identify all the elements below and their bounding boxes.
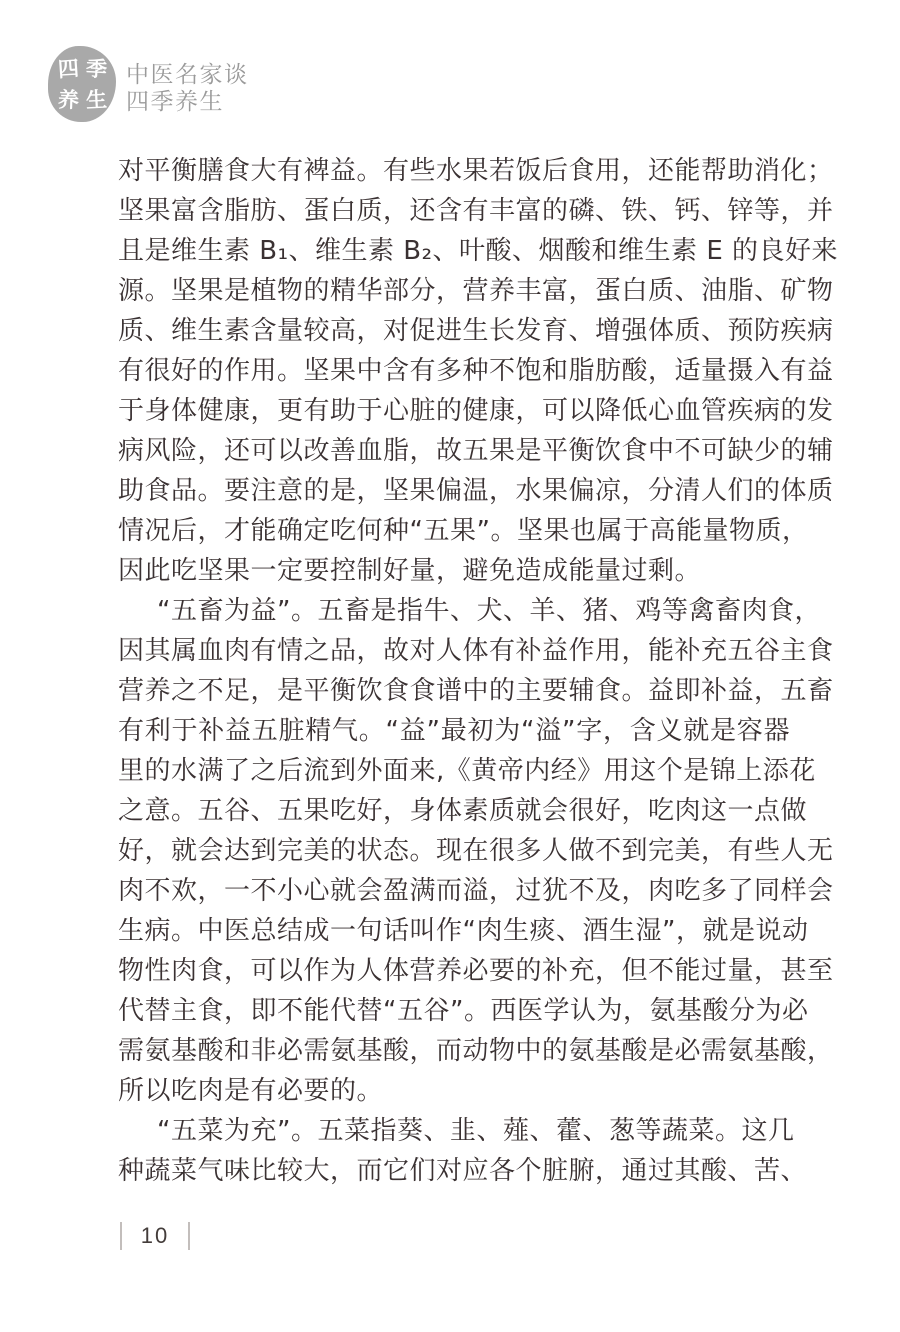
text-line: 里的水满了之后流到外面来,《黄帝内经》用这个是锦上添花: [118, 756, 816, 786]
text-line: 物性肉食，可以作为人体营养必要的补充，但不能过量，甚至: [118, 956, 834, 986]
page-footer: [120, 1220, 190, 1252]
seal-char: 养: [57, 86, 79, 113]
page-number-divider-right: [188, 1222, 190, 1250]
series-title-line1: 中医名家谈: [126, 62, 249, 88]
text-line: 所以吃肉是有必要的。: [118, 1076, 384, 1106]
page-number: 10: [140, 1223, 170, 1248]
text-line: 源。坚果是植物的精华部分，营养丰富，蛋白质、油脂、矿物: [118, 276, 834, 306]
seal-char: 生: [84, 86, 108, 113]
text-line: 肉不欢，一不小心就会盈满而溢，过犹不及，肉吃多了同样会: [118, 876, 834, 906]
text-line: 对平衡膳食大有裨益。有些水果若饭后食用，还能帮助消化；: [118, 156, 834, 186]
text-line: 有很好的作用。坚果中含有多种不饱和脂肪酸，适量摄入有益: [118, 356, 834, 386]
seal-char: 四: [56, 55, 80, 82]
seal-logo-icon: [48, 46, 116, 122]
text-line: “五菜为充”。五菜指葵、韭、薤、藿、葱等蔬菜。这几: [157, 1116, 795, 1146]
text-line: 之意。五谷、五果吃好，身体素质就会很好，吃肉这一点做: [118, 796, 808, 826]
text-line: 有利于补益五脏精气。“益”最初为“溢”字，含义就是容器: [118, 716, 790, 746]
seal-char: 季: [84, 55, 108, 82]
text-line: 于身体健康，更有助于心脏的健康，可以降低心血管疾病的发: [118, 396, 834, 426]
text-line: 因此吃坚果一定要控制好量，避免造成能量过剩。: [118, 556, 702, 586]
text-line: 生病。中医总结成一句话叫作“肉生痰、酒生湿”，就是说动: [118, 916, 809, 946]
text-line: 质、维生素含量较高，对促进生长发育、增强体质、预防疾病: [118, 316, 834, 346]
page-text: [118, 151, 839, 1191]
text-line: 助食品。要注意的是，坚果偏温，水果偏凉，分清人们的体质: [118, 476, 834, 506]
text-line: 需氨基酸和非必需氨基酸，而动物中的氨基酸是必需氨基酸，: [118, 1036, 834, 1066]
text-line: 代替主食，即不能代替“五谷”。西医学认为，氨基酸分为必: [118, 996, 809, 1026]
series-title-line2: 四季养生: [126, 89, 224, 115]
text-line: 因其属血肉有情之品，故对人体有补益作用，能补充五谷主食: [118, 636, 834, 666]
text-line: 病风险，还可以改善血脂，故五果是平衡饮食中不可缺少的辅: [118, 436, 834, 466]
text-line: 且是维生素 B₁、维生素 B₂、叶酸、烟酸和维生素 E 的良好来: [118, 236, 839, 266]
text-line: “五畜为益”。五畜是指牛、犬、羊、猪、鸡等禽畜肉食，: [157, 596, 821, 626]
text-line: 好，就会达到完美的状态。现在很多人做不到完美，有些人无: [118, 836, 834, 866]
text-line: 营养之不足，是平衡饮食食谱中的主要辅食。益即补益，五畜: [118, 676, 834, 706]
text-line: 坚果富含脂肪、蛋白质，还含有丰富的磷、铁、钙、锌等，并: [118, 196, 834, 226]
series-title: [126, 62, 249, 116]
page-header: [48, 46, 249, 122]
text-line: 种蔬菜气味比较大，而它们对应各个脏腑，通过其酸、苦、: [118, 1156, 808, 1186]
text-line: 情况后，才能确定吃何种“五果”。坚果也属于高能量物质，: [118, 516, 809, 546]
